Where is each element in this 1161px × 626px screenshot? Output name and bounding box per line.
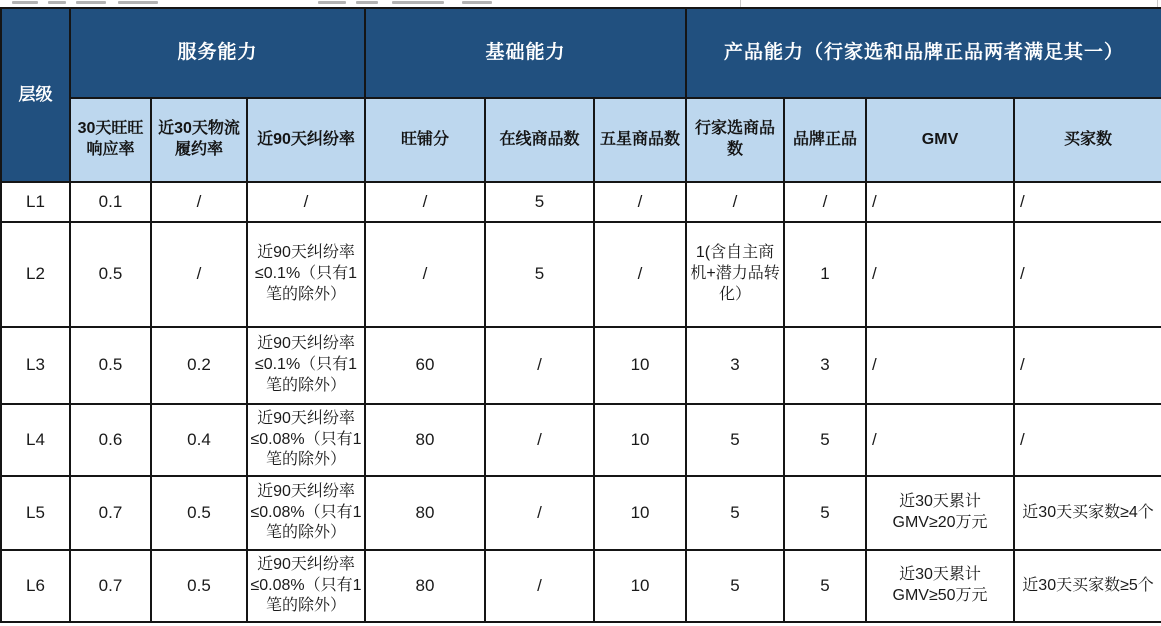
cell-L5-1: 0.5	[151, 476, 247, 550]
cell-L3-4: /	[485, 327, 594, 404]
cell-L3-8: /	[866, 327, 1014, 404]
column-header-1: 近30天物流履约率	[151, 98, 247, 182]
cell-L1-9: /	[1014, 182, 1161, 222]
cell-L4-2: 近90天纠纷率≤0.08%（只有1笔的除外）	[247, 404, 365, 476]
cut-off-text-fragment	[118, 1, 158, 4]
cell-L6-3: 80	[365, 550, 485, 622]
column-header-8: GMV	[866, 98, 1014, 182]
column-header-7: 品牌正品	[784, 98, 866, 182]
cell-L5-2: 近90天纠纷率≤0.08%（只有1笔的除外）	[247, 476, 365, 550]
level-cell-L1: L1	[1, 182, 70, 222]
cell-L6-2: 近90天纠纷率≤0.08%（只有1笔的除外）	[247, 550, 365, 622]
cell-L5-8: 近30天累计GMV≥20万元	[866, 476, 1014, 550]
level-criteria-table	[0, 7, 1161, 623]
cell-L2-5: /	[594, 222, 686, 327]
cell-L1-2: /	[247, 182, 365, 222]
cell-L2-2: 近90天纠纷率≤0.1%（只有1笔的除外）	[247, 222, 365, 327]
cell-L2-9: /	[1014, 222, 1161, 327]
cell-L6-1: 0.5	[151, 550, 247, 622]
column-header-4: 在线商品数	[485, 98, 594, 182]
column-header-2: 近90天纠纷率	[247, 98, 365, 182]
cell-L3-2: 近90天纠纷率≤0.1%（只有1笔的除外）	[247, 327, 365, 404]
cell-L3-5: 10	[594, 327, 686, 404]
cell-L3-3: 60	[365, 327, 485, 404]
cut-off-text-fragment	[76, 1, 106, 4]
cell-L4-3: 80	[365, 404, 485, 476]
table-row-L2	[1, 222, 1161, 327]
grid-line	[740, 0, 741, 7]
cut-off-text-fragment	[356, 1, 378, 4]
header-group-product-capability: 产品能力（行家选和品牌正品两者满足其一）	[686, 8, 1161, 98]
column-header-row	[1, 98, 1161, 182]
table-row-L3	[1, 327, 1161, 404]
table-row-L4	[1, 404, 1161, 476]
cut-off-text-fragment	[12, 1, 38, 4]
column-header-3: 旺铺分	[365, 98, 485, 182]
cell-L6-7: 5	[784, 550, 866, 622]
grid-line	[1157, 0, 1158, 7]
cell-L3-6: 3	[686, 327, 784, 404]
table-row-L1	[1, 182, 1161, 222]
column-header-5: 五星商品数	[594, 98, 686, 182]
cell-L1-1: /	[151, 182, 247, 222]
cell-L5-7: 5	[784, 476, 866, 550]
header-group-basic-capability: 基础能力	[365, 8, 686, 98]
table-row-L6	[1, 550, 1161, 622]
cell-L6-5: 10	[594, 550, 686, 622]
cell-L1-4: 5	[485, 182, 594, 222]
cell-L6-6: 5	[686, 550, 784, 622]
header-level: 层级	[1, 8, 70, 182]
cut-off-text-fragment	[392, 1, 444, 4]
cell-L2-3: /	[365, 222, 485, 327]
level-cell-L3: L3	[1, 327, 70, 404]
cell-L6-0: 0.7	[70, 550, 151, 622]
cell-L4-4: /	[485, 404, 594, 476]
cell-L1-8: /	[866, 182, 1014, 222]
cut-off-text-fragment	[318, 1, 346, 4]
cell-L1-0: 0.1	[70, 182, 151, 222]
cut-off-text-fragment	[462, 1, 492, 4]
level-cell-L2: L2	[1, 222, 70, 327]
cell-L1-5: /	[594, 182, 686, 222]
cell-L2-7: 1	[784, 222, 866, 327]
cell-L5-9: 近30天买家数≥4个	[1014, 476, 1161, 550]
cell-L3-0: 0.5	[70, 327, 151, 404]
header-group-service-capability: 服务能力	[70, 8, 365, 98]
cell-L5-5: 10	[594, 476, 686, 550]
cell-L6-4: /	[485, 550, 594, 622]
level-cell-L5: L5	[1, 476, 70, 550]
column-header-6: 行家选商品数	[686, 98, 784, 182]
cell-L5-0: 0.7	[70, 476, 151, 550]
cut-off-row-above	[0, 0, 1161, 7]
cell-L3-9: /	[1014, 327, 1161, 404]
cell-L4-8: /	[866, 404, 1014, 476]
level-cell-L4: L4	[1, 404, 70, 476]
column-header-9: 买家数	[1014, 98, 1161, 182]
cell-L5-3: 80	[365, 476, 485, 550]
cut-off-text-fragment	[48, 1, 66, 4]
cell-L1-6: /	[686, 182, 784, 222]
cell-L4-0: 0.6	[70, 404, 151, 476]
cell-L2-1: /	[151, 222, 247, 327]
cell-L3-7: 3	[784, 327, 866, 404]
cell-L3-1: 0.2	[151, 327, 247, 404]
cell-L4-6: 5	[686, 404, 784, 476]
cell-L2-8: /	[866, 222, 1014, 327]
level-cell-L6: L6	[1, 550, 70, 622]
cell-L4-5: 10	[594, 404, 686, 476]
table-row-L5	[1, 476, 1161, 550]
cell-L2-4: 5	[485, 222, 594, 327]
cell-L4-9: /	[1014, 404, 1161, 476]
column-header-0: 30天旺旺响应率	[70, 98, 151, 182]
cell-L6-9: 近30天买家数≥5个	[1014, 550, 1161, 622]
cell-L5-4: /	[485, 476, 594, 550]
cell-L2-6: 1(含自主商机+潜力品转化）	[686, 222, 784, 327]
cell-L2-0: 0.5	[70, 222, 151, 327]
cell-L5-6: 5	[686, 476, 784, 550]
group-header-row	[1, 8, 1161, 98]
cell-L1-3: /	[365, 182, 485, 222]
cell-L4-7: 5	[784, 404, 866, 476]
cell-L1-7: /	[784, 182, 866, 222]
cell-L6-8: 近30天累计GMV≥50万元	[866, 550, 1014, 622]
cell-L4-1: 0.4	[151, 404, 247, 476]
